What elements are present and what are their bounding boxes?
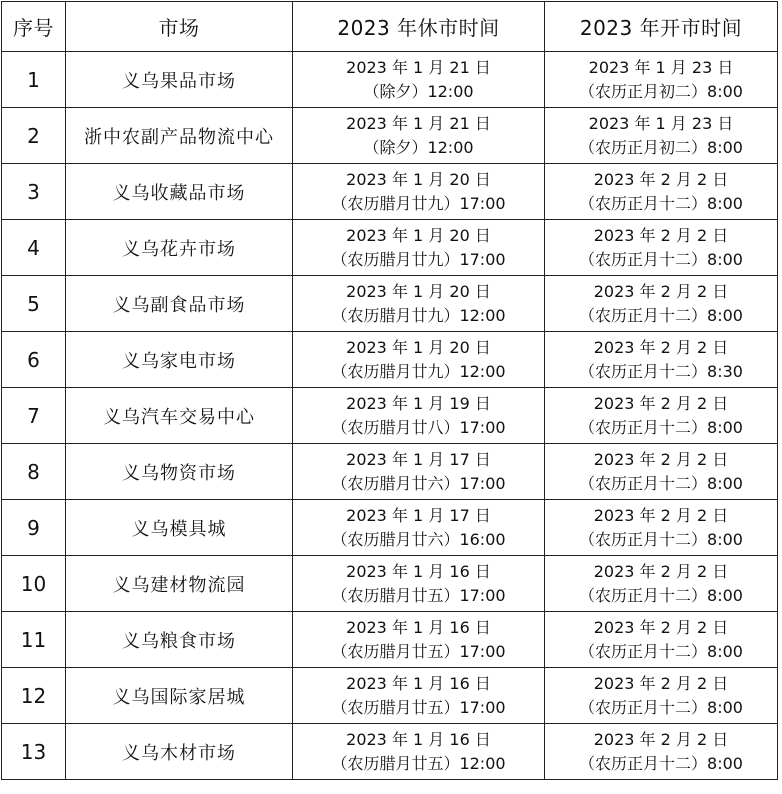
close-date: 2023 年 1 月 16 日 xyxy=(346,673,491,693)
schedule-table-container xyxy=(1,1,778,780)
open-date: 2023 年 1 月 23 日 xyxy=(588,57,734,77)
open-lunar-time: （农历正月十二）8:00 xyxy=(579,417,743,437)
open-lunar-time: （农历正月十二）8:00 xyxy=(579,249,743,269)
close-date: 2023 年 1 月 17 日 xyxy=(346,505,491,525)
open-date: 2023 年 2 月 2 日 xyxy=(593,449,729,469)
close-time-cell xyxy=(293,668,545,724)
header-market: 市场 xyxy=(66,2,293,52)
open-date: 2023 年 2 月 2 日 xyxy=(593,561,729,581)
open-date: 2023 年 2 月 2 日 xyxy=(593,505,729,525)
close-date: 2023 年 1 月 16 日 xyxy=(346,561,491,581)
close-lunar-time: （农历腊月廿五）17:00 xyxy=(331,585,506,605)
table-body xyxy=(2,52,778,780)
open-lunar-time: （农历正月十二）8:30 xyxy=(579,361,743,381)
row-index: 12 xyxy=(2,668,66,724)
close-date: 2023 年 1 月 20 日 xyxy=(346,281,491,301)
open-date: 2023 年 2 月 2 日 xyxy=(593,617,729,637)
market-name: 义乌家电市场 xyxy=(66,332,293,388)
close-time-cell xyxy=(293,52,545,108)
open-time-cell xyxy=(545,332,778,388)
close-time-cell xyxy=(293,556,545,612)
table-row xyxy=(2,276,778,332)
table-header xyxy=(2,2,778,52)
row-index: 13 xyxy=(2,724,66,780)
open-time-cell xyxy=(545,500,778,556)
close-lunar-time: （农历腊月廿六）16:00 xyxy=(331,529,506,549)
table-row xyxy=(2,332,778,388)
market-name: 义乌物资市场 xyxy=(66,444,293,500)
close-date: 2023 年 1 月 20 日 xyxy=(346,225,491,245)
open-lunar-time: （农历正月十二）8:00 xyxy=(579,529,743,549)
open-time-cell xyxy=(545,276,778,332)
close-date: 2023 年 1 月 16 日 xyxy=(346,729,491,749)
close-lunar-time: （农历腊月廿六）17:00 xyxy=(331,473,506,493)
row-index: 2 xyxy=(2,108,66,164)
open-time-cell xyxy=(545,724,778,780)
market-name: 义乌收藏品市场 xyxy=(66,164,293,220)
open-time-cell xyxy=(545,108,778,164)
header-index: 序号 xyxy=(2,2,66,52)
close-time-cell xyxy=(293,444,545,500)
close-time-cell xyxy=(293,612,545,668)
close-time-cell xyxy=(293,500,545,556)
market-name: 义乌副食品市场 xyxy=(66,276,293,332)
open-lunar-time: （农历正月十二）8:00 xyxy=(579,473,743,493)
table-row xyxy=(2,444,778,500)
header-close-time: 2023 年休市时间 xyxy=(293,2,545,52)
open-time-cell xyxy=(545,220,778,276)
row-index: 6 xyxy=(2,332,66,388)
open-time-cell xyxy=(545,164,778,220)
open-date: 2023 年 2 月 2 日 xyxy=(593,281,729,301)
close-date: 2023 年 1 月 17 日 xyxy=(346,449,491,469)
market-name: 义乌花卉市场 xyxy=(66,220,293,276)
table-row xyxy=(2,556,778,612)
open-date: 2023 年 2 月 2 日 xyxy=(593,169,729,189)
open-date: 2023 年 2 月 2 日 xyxy=(593,225,729,245)
table-row xyxy=(2,52,778,108)
row-index: 3 xyxy=(2,164,66,220)
open-date: 2023 年 2 月 2 日 xyxy=(593,729,729,749)
row-index: 5 xyxy=(2,276,66,332)
close-lunar-time: （农历腊月廿五）17:00 xyxy=(331,697,506,717)
close-lunar-time: （农历腊月廿九）17:00 xyxy=(331,193,506,213)
close-time-cell xyxy=(293,108,545,164)
close-time-cell xyxy=(293,164,545,220)
row-index: 11 xyxy=(2,612,66,668)
close-date: 2023 年 1 月 20 日 xyxy=(346,337,491,357)
close-lunar-time: （农历腊月廿九）12:00 xyxy=(331,361,506,381)
close-time-cell xyxy=(293,276,545,332)
open-lunar-time: （农历正月初二）8:00 xyxy=(579,81,743,101)
open-time-cell xyxy=(545,612,778,668)
table-row xyxy=(2,724,778,780)
close-lunar-time: （农历腊月廿八）17:00 xyxy=(331,417,506,437)
close-lunar-time: （除夕）12:00 xyxy=(363,137,474,157)
table-row xyxy=(2,388,778,444)
market-name: 义乌建材物流园 xyxy=(66,556,293,612)
table-row xyxy=(2,500,778,556)
close-lunar-time: （除夕）12:00 xyxy=(363,81,474,101)
table-row xyxy=(2,164,778,220)
close-time-cell xyxy=(293,388,545,444)
row-index: 7 xyxy=(2,388,66,444)
row-index: 1 xyxy=(2,52,66,108)
header-row xyxy=(2,2,778,52)
close-time-cell xyxy=(293,220,545,276)
header-open-time: 2023 年开市时间 xyxy=(545,2,778,52)
open-lunar-time: （农历正月初二）8:00 xyxy=(579,137,743,157)
close-date: 2023 年 1 月 21 日 xyxy=(346,113,491,133)
open-time-cell xyxy=(545,668,778,724)
close-date: 2023 年 1 月 21 日 xyxy=(346,57,491,77)
open-time-cell xyxy=(545,556,778,612)
market-name: 浙中农副产品物流中心 xyxy=(66,108,293,164)
market-name: 义乌模具城 xyxy=(66,500,293,556)
open-date: 2023 年 2 月 2 日 xyxy=(593,337,729,357)
table-row xyxy=(2,220,778,276)
close-date: 2023 年 1 月 16 日 xyxy=(346,617,491,637)
market-schedule-table xyxy=(1,1,778,780)
open-lunar-time: （农历正月十二）8:00 xyxy=(579,305,743,325)
row-index: 8 xyxy=(2,444,66,500)
open-lunar-time: （农历正月十二）8:00 xyxy=(579,641,743,661)
row-index: 10 xyxy=(2,556,66,612)
row-index: 4 xyxy=(2,220,66,276)
close-time-cell xyxy=(293,724,545,780)
close-lunar-time: （农历腊月廿五）12:00 xyxy=(331,753,506,773)
table-row xyxy=(2,108,778,164)
open-time-cell xyxy=(545,444,778,500)
row-index: 9 xyxy=(2,500,66,556)
open-time-cell xyxy=(545,388,778,444)
market-name: 义乌果品市场 xyxy=(66,52,293,108)
market-name: 义乌木材市场 xyxy=(66,724,293,780)
open-date: 2023 年 1 月 23 日 xyxy=(588,113,734,133)
open-lunar-time: （农历正月十二）8:00 xyxy=(579,697,743,717)
close-date: 2023 年 1 月 20 日 xyxy=(346,169,491,189)
close-date: 2023 年 1 月 19 日 xyxy=(346,393,491,413)
table-row xyxy=(2,612,778,668)
close-time-cell xyxy=(293,332,545,388)
close-lunar-time: （农历腊月廿九）12:00 xyxy=(331,305,506,325)
open-lunar-time: （农历正月十二）8:00 xyxy=(579,753,743,773)
table-row xyxy=(2,668,778,724)
close-lunar-time: （农历腊月廿九）17:00 xyxy=(331,249,506,269)
open-time-cell xyxy=(545,52,778,108)
open-date: 2023 年 2 月 2 日 xyxy=(593,393,729,413)
market-name: 义乌粮食市场 xyxy=(66,612,293,668)
open-lunar-time: （农历正月十二）8:00 xyxy=(579,193,743,213)
open-lunar-time: （农历正月十二）8:00 xyxy=(579,585,743,605)
market-name: 义乌汽车交易中心 xyxy=(66,388,293,444)
open-date: 2023 年 2 月 2 日 xyxy=(593,673,729,693)
close-lunar-time: （农历腊月廿五）17:00 xyxy=(331,641,506,661)
market-name: 义乌国际家居城 xyxy=(66,668,293,724)
